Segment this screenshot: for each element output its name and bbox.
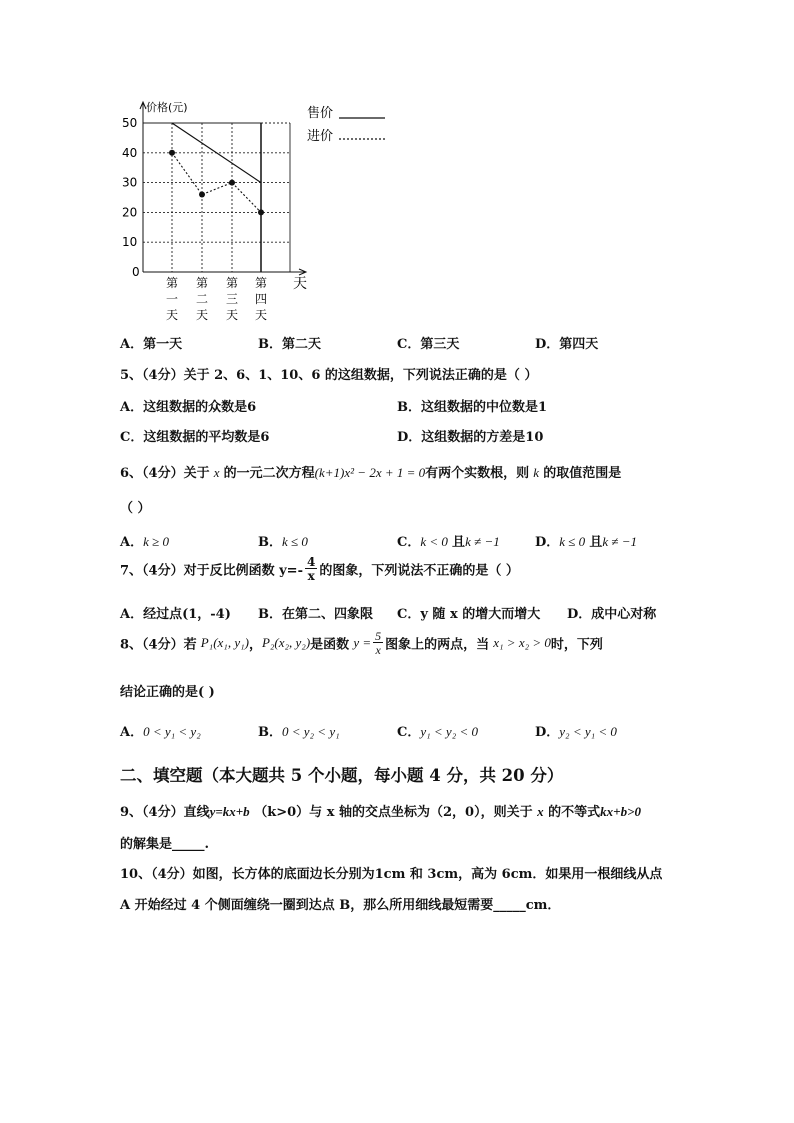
q6-prefix: 6、（4分）关于	[120, 466, 210, 481]
chart-axes	[140, 102, 306, 275]
q8-option-d: D．y₂ < y₁ < 0	[535, 724, 617, 740]
q6-option-c: C．k < 0 且k ≠ −1	[397, 534, 500, 550]
q5-stem: 5、（4分）关于 2、6、1、10、6 的这组数据，下列说法正确的是（ ）	[120, 368, 538, 383]
series-buy-point	[229, 180, 235, 186]
q7-fraction	[305, 556, 317, 582]
q4-option-c: C．第三天	[397, 337, 460, 352]
q10-line1: 10、（4分）如图，长方体的底面边长分别为1cm 和 3cm，高为 6cm．如果用一根细线从点	[120, 867, 663, 882]
q8-option-b: B．0 < y₂ < y₁	[258, 724, 340, 740]
q7-prefix: 7、（4分）对于反比例函数 y=-	[120, 563, 303, 579]
q7-option-b: B．在第二、四象限	[258, 607, 373, 622]
q6-stem	[120, 462, 621, 481]
x-tick-label: 天	[254, 308, 268, 322]
q8-fraction: $\frac{5}{x}$	[375, 629, 382, 657]
q7-option-c: C．y 随 x 的增大而增大	[397, 607, 541, 622]
y-tick-label: 0	[132, 265, 140, 279]
x-tick-label: 二	[195, 292, 209, 306]
x-tick-label: 第	[165, 276, 179, 290]
y-tick-labels	[122, 116, 140, 279]
y-tick-label: 40	[122, 145, 138, 160]
q9-inequality: kx+b>0	[600, 804, 641, 819]
x-tick-label: 一	[165, 292, 179, 306]
q8-option-a: A．0 < y₁ < y₂	[120, 724, 201, 740]
q6-mid: 的一元二次方程	[223, 466, 315, 481]
q9-line-eq: y=kx+b	[209, 804, 250, 819]
q7-stem	[120, 556, 519, 582]
legend-sell-label: 售价	[307, 106, 334, 121]
q7-frac-den: x	[307, 569, 315, 583]
q6-option-a: A．k ≥ 0	[120, 534, 169, 550]
q4-option-a: A．第一天	[120, 337, 183, 352]
q8-stem: 8、（4分）若 P₁(x₁, y₁)，P₂(x₂, y₂)是函数 y = $\frac{5}{x}$ 图象上的两点，当 x₁ > x₂ > 0时，下列	[120, 629, 603, 657]
chart-series	[169, 123, 264, 215]
y-tick-label: 30	[122, 175, 138, 190]
q5-option-b: B．这组数据的中位数是1	[397, 400, 548, 415]
q8-option-c: C．y₁ < y₂ < 0	[397, 724, 478, 740]
q5-option-c: C．这组数据的平均数是6	[120, 430, 270, 445]
x-tick-label: 第	[225, 276, 239, 290]
q6-paren: （ ）	[120, 501, 151, 516]
q6-tail1: 有两个实数根，则	[425, 466, 530, 481]
q7-suffix: 的图象，下列说法不正确的是（ ）	[319, 563, 519, 579]
price-chart	[110, 95, 420, 325]
q6-var-x: x	[213, 465, 220, 480]
x-axis-label: 天	[293, 276, 307, 292]
x-tick-label: 三	[225, 292, 239, 306]
series-buy-point	[169, 150, 175, 156]
q6-equation: (k+1)x² − 2x + 1 = 0	[314, 465, 426, 480]
q6-var-k: k	[533, 465, 540, 480]
x-tick-label: 第	[195, 276, 209, 290]
legend-buy-label: 进价	[307, 129, 334, 144]
q4-option-d: D．第四天	[535, 337, 599, 352]
x-tick-labels	[166, 276, 267, 322]
y-tick-label: 20	[122, 205, 138, 220]
series-buy-point	[258, 209, 264, 215]
y-axis-label: 价格(元)	[146, 101, 188, 114]
q5-option-d: D．这组数据的方差是10	[397, 430, 544, 445]
x-tick-label: 四	[254, 292, 268, 306]
q6-option-b: B．k ≤ 0	[258, 534, 308, 550]
y-tick-label: 50	[122, 116, 138, 130]
x-tick-label: 天	[195, 308, 209, 322]
q6-option-d: D．k ≤ 0 且k ≠ −1	[535, 534, 638, 550]
q5-option-a: A．这组数据的众数是6	[120, 400, 257, 415]
q7-option-d: D．成中心对称	[567, 607, 657, 622]
chart-grid	[143, 123, 290, 272]
section-heading: 二、填空题（本大题共 5 个小题，每小题 4 分，共 20 分）	[120, 766, 564, 785]
q9-line2: 的解集是_____.	[120, 837, 210, 852]
series-buy-point	[199, 192, 205, 198]
q9-stem: 9、（4分）直线y=kx+b （k>0）与 x 轴的交点坐标为（2，0），则关于 x 的不等式kx+b>0	[120, 804, 641, 820]
x-tick-label: 第	[254, 276, 268, 290]
q7-option-a: A．经过点(1，-4)	[120, 607, 231, 622]
y-tick-label: 10	[122, 235, 138, 250]
q8-condition: x₁ > x₂ > 0	[493, 635, 551, 650]
q4-option-b: B．第二天	[258, 337, 321, 352]
x-tick-label: 天	[225, 308, 239, 322]
q6-tail2: 的取值范围是	[543, 466, 622, 481]
q8-point-p1: P₁(x₁, y₁)	[200, 635, 249, 650]
x-tick-label: 天	[165, 308, 179, 322]
q10-line2: A 开始经过 4 个侧面缠绕一圈到达点 B，那么所用细线最短需要_____cm．	[120, 898, 561, 913]
q8-point-p2: P₂(x₂, y₂)	[261, 635, 311, 650]
chart-legend	[307, 105, 386, 144]
q8-line2: 结论正确的是( )	[120, 685, 215, 700]
q7-frac-num: 4	[306, 555, 316, 569]
